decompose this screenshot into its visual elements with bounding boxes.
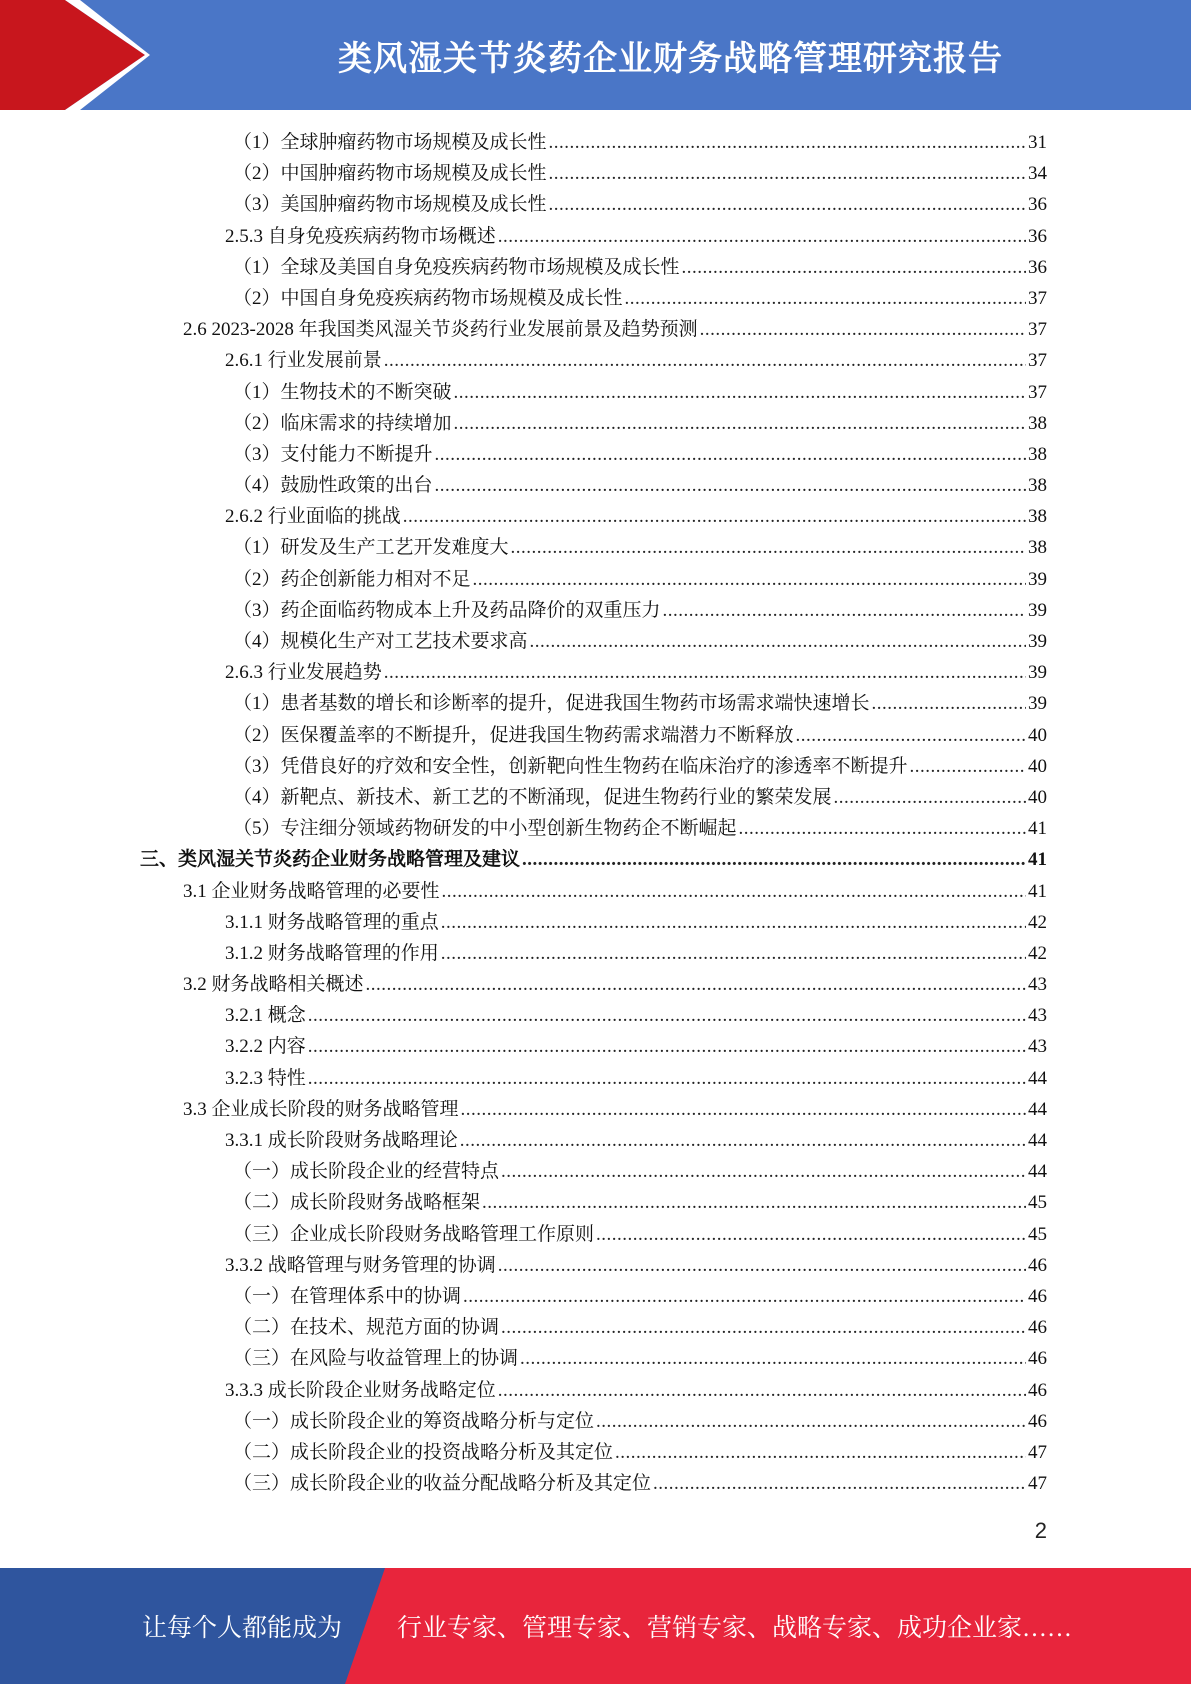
- toc-entry-label: （1）全球肿瘤药物市场规模及成长性: [233, 132, 547, 153]
- report-header: [0, 0, 1191, 110]
- toc-leader-dots: [520, 1343, 1026, 1374]
- toc-entry[interactable]: [0, 1312, 1191, 1343]
- toc-leader-dots: [796, 720, 1026, 751]
- toc-entry-label: 3.3.2 战略管理与财务管理的协调: [225, 1254, 496, 1276]
- toc-entry-label: （二）在技术、规范方面的协调: [233, 1317, 500, 1339]
- toc-entry[interactable]: [0, 345, 1191, 376]
- toc-entry-label: 3.3.1 成长阶段财务战略理论: [225, 1130, 458, 1151]
- toc-entry[interactable]: [0, 1406, 1191, 1437]
- toc-entry-label: 3.1.2 财务战略管理的作用: [225, 942, 439, 964]
- toc-entry-page: 45: [1028, 1223, 1047, 1245]
- toc-entry[interactable]: [0, 1031, 1191, 1062]
- toc-entry[interactable]: [0, 1437, 1191, 1468]
- toc-entry-page: 41: [1028, 818, 1047, 840]
- toc-entry-page: 46: [1028, 1348, 1047, 1370]
- toc-entry-label: （3）凭借良好的疗效和安全性，创新靶向性生物药在临床治疗的渗透率不断提升: [233, 755, 908, 777]
- toc-entry-label: （二）成长阶段财务战略框架: [233, 1192, 481, 1214]
- toc-entry-page: 38: [1028, 537, 1047, 559]
- toc-entry-page: 40: [1028, 786, 1047, 808]
- toc-entry-page: 43: [1028, 1036, 1047, 1058]
- toc-entry-label: 3.2.1 概念: [225, 1005, 306, 1027]
- toc-leader-dots: [384, 345, 1026, 376]
- toc-entry-label: （4）鼓励性政策的出台: [233, 475, 433, 497]
- toc-leader-dots: [366, 969, 1026, 1000]
- toc-entry-page: 43: [1028, 1005, 1047, 1027]
- toc-entry-label: （2）中国自身免疫疾病药物市场规模及成长性: [233, 287, 623, 309]
- toc-leader-dots: [653, 1468, 1026, 1499]
- toc-entry-label: （三）在风险与收益管理上的协调: [233, 1348, 519, 1370]
- toc-entry-page: 37: [1028, 350, 1047, 372]
- toc-entry[interactable]: [0, 127, 1191, 158]
- toc-leader-dots: [441, 938, 1026, 969]
- toc-entry[interactable]: [0, 1125, 1191, 1156]
- toc-entry-page: 36: [1028, 225, 1047, 247]
- toc-entry[interactable]: [0, 813, 1191, 844]
- toc-leader-dots: [435, 470, 1026, 501]
- toc-leader-dots: [384, 657, 1026, 688]
- toc-entry-label: （3）药企面临药物成本上升及药品降价的双重压力: [233, 599, 661, 621]
- toc-entry[interactable]: [0, 283, 1191, 314]
- toc-entry-label: （4）新靶点、新技术、新工艺的不断涌现，促进生物药行业的繁荣发展: [233, 786, 832, 808]
- toc-entry-page: 37: [1028, 287, 1047, 309]
- toc-leader-dots: [498, 1375, 1026, 1406]
- toc-entry-page: 38: [1028, 475, 1047, 497]
- toc-entry-label: （2）中国肿瘤药物市场规模及成长性: [233, 163, 547, 185]
- toc-leader-dots: [522, 844, 1026, 875]
- toc-entry-label: （1）患者基数的增长和诊断率的提升，促进我国生物药市场需求端快速增长: [233, 693, 870, 715]
- table-of-contents: [0, 127, 1191, 1499]
- toc-entry[interactable]: [0, 158, 1191, 189]
- toc-entry-page: 44: [1028, 1130, 1047, 1151]
- toc-entry[interactable]: [0, 688, 1191, 719]
- toc-leader-dots: [463, 1281, 1026, 1312]
- toc-entry-page: 41: [1028, 849, 1047, 871]
- toc-leader-dots: [910, 751, 1026, 782]
- toc-leader-dots: [834, 782, 1026, 813]
- toc-entry[interactable]: [0, 1063, 1191, 1094]
- toc-entry-label: 3.2.3 特性: [225, 1067, 306, 1089]
- toc-entry[interactable]: [0, 564, 1191, 595]
- footer-slogan-left: 让每个人都能成为: [142, 1615, 343, 1642]
- toc-entry-page: 37: [1028, 319, 1047, 341]
- toc-entry-page: 39: [1028, 693, 1047, 715]
- toc-entry-page: 47: [1028, 1473, 1047, 1495]
- toc-leader-dots: [498, 1250, 1026, 1281]
- toc-leader-dots: [482, 1187, 1026, 1218]
- toc-leader-dots: [442, 876, 1026, 907]
- toc-entry-label: 2.6.1 行业发展前景: [225, 350, 382, 372]
- toc-leader-dots: [403, 501, 1026, 532]
- toc-entry[interactable]: [0, 1094, 1191, 1125]
- toc-entry[interactable]: [0, 501, 1191, 532]
- toc-entry[interactable]: [0, 1375, 1191, 1406]
- toc-entry-label: 3.3.3 成长阶段企业财务战略定位: [225, 1379, 496, 1401]
- toc-entry[interactable]: [0, 1343, 1191, 1374]
- toc-leader-dots: [501, 1156, 1026, 1187]
- toc-entry-label: （2）医保覆盖率的不断提升，促进我国生物药需求端潜力不断释放: [233, 724, 794, 746]
- toc-entry-label: （1）全球及美国自身免疫疾病药物市场规模及成长性: [233, 256, 680, 278]
- toc-entry-label: （2）药企创新能力相对不足: [233, 568, 471, 590]
- toc-entry-page: 38: [1028, 412, 1047, 434]
- toc-entry-page: 34: [1028, 163, 1047, 185]
- toc-entry[interactable]: [0, 1250, 1191, 1281]
- page-number: 2: [1034, 1518, 1047, 1543]
- toc-entry-label: （二）成长阶段企业的投资战略分析及其定位: [233, 1441, 614, 1463]
- toc-entry[interactable]: [0, 595, 1191, 626]
- toc-entry[interactable]: [0, 377, 1191, 408]
- toc-entry-label: （三）企业成长阶段财务战略管理工作原则: [233, 1223, 595, 1245]
- toc-leader-dots: [596, 1219, 1026, 1250]
- toc-entry-page: 46: [1028, 1285, 1047, 1307]
- toc-entry[interactable]: [0, 720, 1191, 751]
- toc-entry-page: 46: [1028, 1254, 1047, 1276]
- toc-entry-page: 44: [1028, 1098, 1047, 1120]
- toc-entry-page: 41: [1028, 880, 1047, 902]
- toc-entry-label: 3.2.2 内容: [225, 1036, 306, 1058]
- report-title: 类风湿关节炎药企业财务战略管理研究报告: [338, 38, 1003, 79]
- toc-entry-page: 47: [1028, 1441, 1047, 1463]
- red-arrow-wedge: [0, 0, 150, 110]
- toc-entry-page: 37: [1028, 381, 1047, 403]
- toc-leader-dots: [441, 907, 1026, 938]
- toc-leader-dots: [663, 595, 1026, 626]
- toc-entry-label: （3）支付能力不断提升: [233, 443, 433, 465]
- toc-entry[interactable]: [0, 439, 1191, 470]
- toc-entry-page: 46: [1028, 1379, 1047, 1401]
- toc-entry-page: 31: [1028, 132, 1047, 153]
- toc-entry-page: 46: [1028, 1317, 1047, 1339]
- toc-entry[interactable]: [0, 1219, 1191, 1250]
- toc-entry-label: 2.6.3 行业发展趋势: [225, 662, 382, 684]
- toc-leader-dots: [308, 1031, 1026, 1062]
- toc-entry-page: 44: [1028, 1067, 1047, 1089]
- toc-entry-label: 2.6 2023-2028 年我国类风湿关节炎药行业发展前景及趋势预测: [183, 319, 698, 341]
- toc-leader-dots: [308, 1000, 1026, 1031]
- toc-entry[interactable]: [0, 1187, 1191, 1218]
- toc-entry[interactable]: [0, 1000, 1191, 1031]
- toc-entry-label: （一）在管理体系中的协调: [233, 1285, 462, 1307]
- toc-entry[interactable]: [0, 907, 1191, 938]
- toc-leader-dots: [682, 252, 1026, 283]
- toc-entry-label: 3.3 企业成长阶段的财务战略管理: [183, 1098, 459, 1120]
- toc-leader-dots: [872, 688, 1026, 719]
- toc-entry-label: （3）美国肿瘤药物市场规模及成长性: [233, 194, 547, 216]
- toc-entry-page: 42: [1028, 911, 1047, 933]
- toc-entry[interactable]: [0, 252, 1191, 283]
- toc-leader-dots: [454, 408, 1026, 439]
- toc-leader-dots: [473, 564, 1026, 595]
- toc-leader-dots: [549, 127, 1026, 158]
- footer-slogan-right: 行业专家、管理专家、营销专家、战略专家、成功企业家……: [397, 1615, 1073, 1642]
- toc-entry-label: 三、类风湿关节炎药企业财务战略管理及建议: [140, 849, 521, 871]
- toc-entry-label: （5）专注细分领域药物研发的中小型创新生物药企不断崛起: [233, 818, 737, 840]
- toc-entry-page: 39: [1028, 568, 1047, 590]
- toc-entry[interactable]: [0, 844, 1191, 875]
- toc-entry-page: 40: [1028, 724, 1047, 746]
- toc-entry-label: （一）成长阶段企业的经营特点: [233, 1161, 500, 1183]
- toc-entry-page: 46: [1028, 1410, 1047, 1432]
- toc-entry-label: （2）临床需求的持续增加: [233, 412, 452, 434]
- toc-entry-label: （4）规模化生产对工艺技术要求高: [233, 631, 528, 652]
- toc-leader-dots: [549, 158, 1026, 189]
- toc-entry-label: （三）成长阶段企业的收益分配战略分析及其定位: [233, 1473, 652, 1495]
- toc-leader-dots: [615, 1437, 1026, 1468]
- toc-entry-label: 2.5.3 自身免疫疾病药物市场概述: [225, 225, 496, 247]
- toc-entry-page: 38: [1028, 506, 1047, 528]
- toc-entry-page: 42: [1028, 942, 1047, 964]
- toc-entry-page: 39: [1028, 631, 1047, 652]
- toc-entry[interactable]: [0, 657, 1191, 688]
- toc-entry[interactable]: [0, 938, 1191, 969]
- toc-leader-dots: [454, 377, 1026, 408]
- toc-leader-dots: [461, 1094, 1026, 1125]
- toc-entry[interactable]: [0, 532, 1191, 563]
- toc-leader-dots: [739, 813, 1026, 844]
- toc-entry-page: 36: [1028, 194, 1047, 216]
- toc-leader-dots: [308, 1063, 1026, 1094]
- toc-entry[interactable]: [0, 969, 1191, 1000]
- toc-entry[interactable]: [0, 408, 1191, 439]
- toc-leader-dots: [511, 532, 1026, 563]
- toc-entry-page: 39: [1028, 599, 1047, 621]
- toc-entry[interactable]: [0, 1156, 1191, 1187]
- toc-entry-label: （一）成长阶段企业的筹资战略分析与定位: [233, 1410, 595, 1432]
- toc-entry-label: 2.6.2 行业面临的挑战: [225, 506, 401, 528]
- toc-leader-dots: [700, 314, 1026, 345]
- toc-entry[interactable]: [0, 314, 1191, 345]
- toc-leader-dots: [596, 1406, 1026, 1437]
- toc-entry-page: 38: [1028, 443, 1047, 465]
- toc-entry[interactable]: [0, 626, 1191, 657]
- toc-entry[interactable]: [0, 751, 1191, 782]
- toc-entry-page: 43: [1028, 974, 1047, 996]
- toc-leader-dots: [549, 189, 1026, 220]
- toc-leader-dots: [498, 221, 1026, 252]
- toc-entry[interactable]: [0, 876, 1191, 907]
- toc-entry[interactable]: [0, 189, 1191, 220]
- toc-leader-dots: [501, 1312, 1026, 1343]
- toc-entry-page: 36: [1028, 256, 1047, 278]
- toc-entry-label: （1）生物技术的不断突破: [233, 381, 452, 403]
- toc-entry[interactable]: [0, 1468, 1191, 1499]
- footer-banner: [0, 1568, 1191, 1684]
- toc-entry[interactable]: [0, 1281, 1191, 1312]
- toc-leader-dots: [460, 1125, 1026, 1156]
- toc-entry-label: 3.1.1 财务战略管理的重点: [225, 911, 439, 933]
- toc-entry-page: 44: [1028, 1161, 1047, 1183]
- toc-leader-dots: [625, 283, 1026, 314]
- toc-entry-label: 3.1 企业财务战略管理的必要性: [183, 880, 440, 902]
- toc-entry-page: 45: [1028, 1192, 1047, 1214]
- toc-leader-dots: [435, 439, 1026, 470]
- toc-entry-label: 3.2 财务战略相关概述: [183, 974, 364, 996]
- toc-entry[interactable]: [0, 221, 1191, 252]
- toc-entry[interactable]: [0, 782, 1191, 813]
- toc-leader-dots: [530, 626, 1026, 657]
- toc-entry-page: 39: [1028, 662, 1047, 684]
- toc-entry-page: 40: [1028, 755, 1047, 777]
- toc-entry[interactable]: [0, 470, 1191, 501]
- toc-entry-label: （1）研发及生产工艺开发难度大: [233, 537, 509, 559]
